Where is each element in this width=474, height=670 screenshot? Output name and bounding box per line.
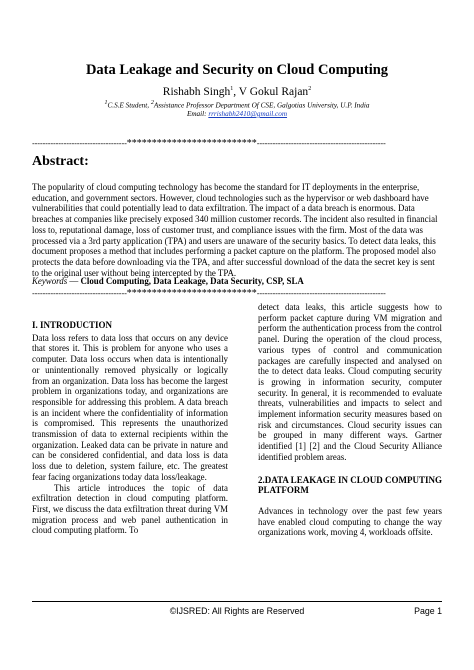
author-2-sup: 2 — [308, 86, 312, 93]
email-label: Email: — [186, 110, 209, 118]
abstract-heading: Abstract: — [32, 154, 89, 169]
page-number: Page 1 — [414, 606, 442, 616]
separator-dashes-left: ------------------------------------ — [32, 288, 127, 298]
separator-dashes-right: ------------------------------------------------- — [256, 288, 386, 298]
keywords-values: Cloud Computing, Data Leakage, Data Security, CSP, SLA — [80, 276, 304, 286]
paper-title: Data Leakage and Security on Cloud Computing — [85, 62, 389, 78]
affil-sup-1: 1 — [104, 100, 108, 106]
section-2-heading: 2.DATA LEAKAGE IN CLOUD COMPUTING PLATFORM — [258, 474, 442, 496]
keywords-label: Keywords — [32, 276, 68, 286]
footer-copyright: ©IJSRED: All Rights are Reserved — [169, 606, 305, 616]
separator-bottom — [32, 288, 442, 299]
author-separator: , — [233, 86, 239, 98]
author-1-sup: 1 — [230, 86, 234, 93]
right-column — [258, 302, 442, 538]
abstract-text: The popularity of cloud computing technology has become the standard for IT deployments in the enterprise, education, and government sectors. However, cloud technologies such as the hypervisor or web dashboard have vulnerabilities that could potentially lead to data exfiltration. The impact of a data breach is enormous. Data breaches at companies like precisely exposed 340 million customer records. The incident also resulted in financial loss to, reputational damage, loss of customer trust, and compliance issues with the firm. Most of the data was processed via a 3rd party application (TPA) and users are unaware of the security basics. To detect data leaks, this document proposes a method that includes performing a packet capture on the platform. The proposed model also protects the data before downloading via the TPA, and after successful download of the data the secret key is sent to the original user without being intercepted by the TPA. — [32, 182, 438, 278]
author-1: Rishabh Singh — [162, 86, 231, 98]
section-1-heading: I. INTRODUCTION — [32, 320, 113, 330]
separator-dashes-left: ------------------------------------ — [32, 138, 127, 148]
keywords-line — [32, 276, 442, 286]
right-paragraph-2: Advances in technology over the past few years have enabled cloud computing to change the way organizations work, moving 4, workloads offsite. — [258, 505, 442, 538]
affil-part-1: C.S.E Student, — [107, 101, 151, 110]
separator-top — [32, 138, 442, 149]
affiliation — [0, 100, 474, 109]
left-column — [32, 320, 228, 536]
email-link[interactable]: rrrishabh2410@gmail.com — [208, 110, 288, 118]
separator-stars: ************************** — [126, 288, 257, 299]
email-line — [0, 110, 474, 118]
separator-stars: ************************** — [126, 138, 257, 149]
author-line — [0, 86, 474, 98]
keywords-dash: — — [67, 276, 81, 286]
footer-rule — [32, 601, 442, 602]
affil-part-2: Assistance Professor Department Of CSE, Galgotias University, U.P. India — [153, 101, 370, 110]
intro-paragraph-2: This article introduces the topic of data exfiltration detection in cloud computing platform. First, we discuss the data exfiltration threat during VM migration process and web panel authentication in cloud computing platform. To — [32, 482, 228, 536]
author-2: V Gokul Rajan — [238, 86, 309, 98]
separator-dashes-right: ------------------------------------------------- — [256, 138, 386, 148]
intro-paragraph-1: Data loss refers to data loss that occurs on any device that stores it. This is problem for anyone who uses a computer. Data loss occurs when data is intentionally or unintentionally removed physically or logically from an organization. Data loss has become the largest problem in organizations today, and organizations are responsible for addressing this problem. A data breach is an incident where the confidentiality of information is compromised. This represents the unauthorized transmission of data to external recipients within the organization. Leaked data can be private in nature and can be considered confidential, and data loss is data loss due to deletion, system failure, etc. The greatest fear facing organizations today data loss/leakage. — [32, 332, 228, 482]
affil-sup-2: 2 — [150, 100, 154, 106]
right-paragraph-1: detect data leaks, this article suggests how to perform packet capture during VM migration and perform the authentication process from the control panel. During the operation of the cloud process, various types of control and communication packages are carefully inspected and analysed on the to detect data leaks. Cloud computing security is growing in information security, computer security. In general, it is recommended to evaluate threats, vulnerabilities and impacts to select and implement information security measures based on risk and circumstances. Cloud security issues can be grouped in many different ways. Gartner identified [1] [2] and the Cloud Security Alliance identified problem areas. — [258, 302, 442, 462]
